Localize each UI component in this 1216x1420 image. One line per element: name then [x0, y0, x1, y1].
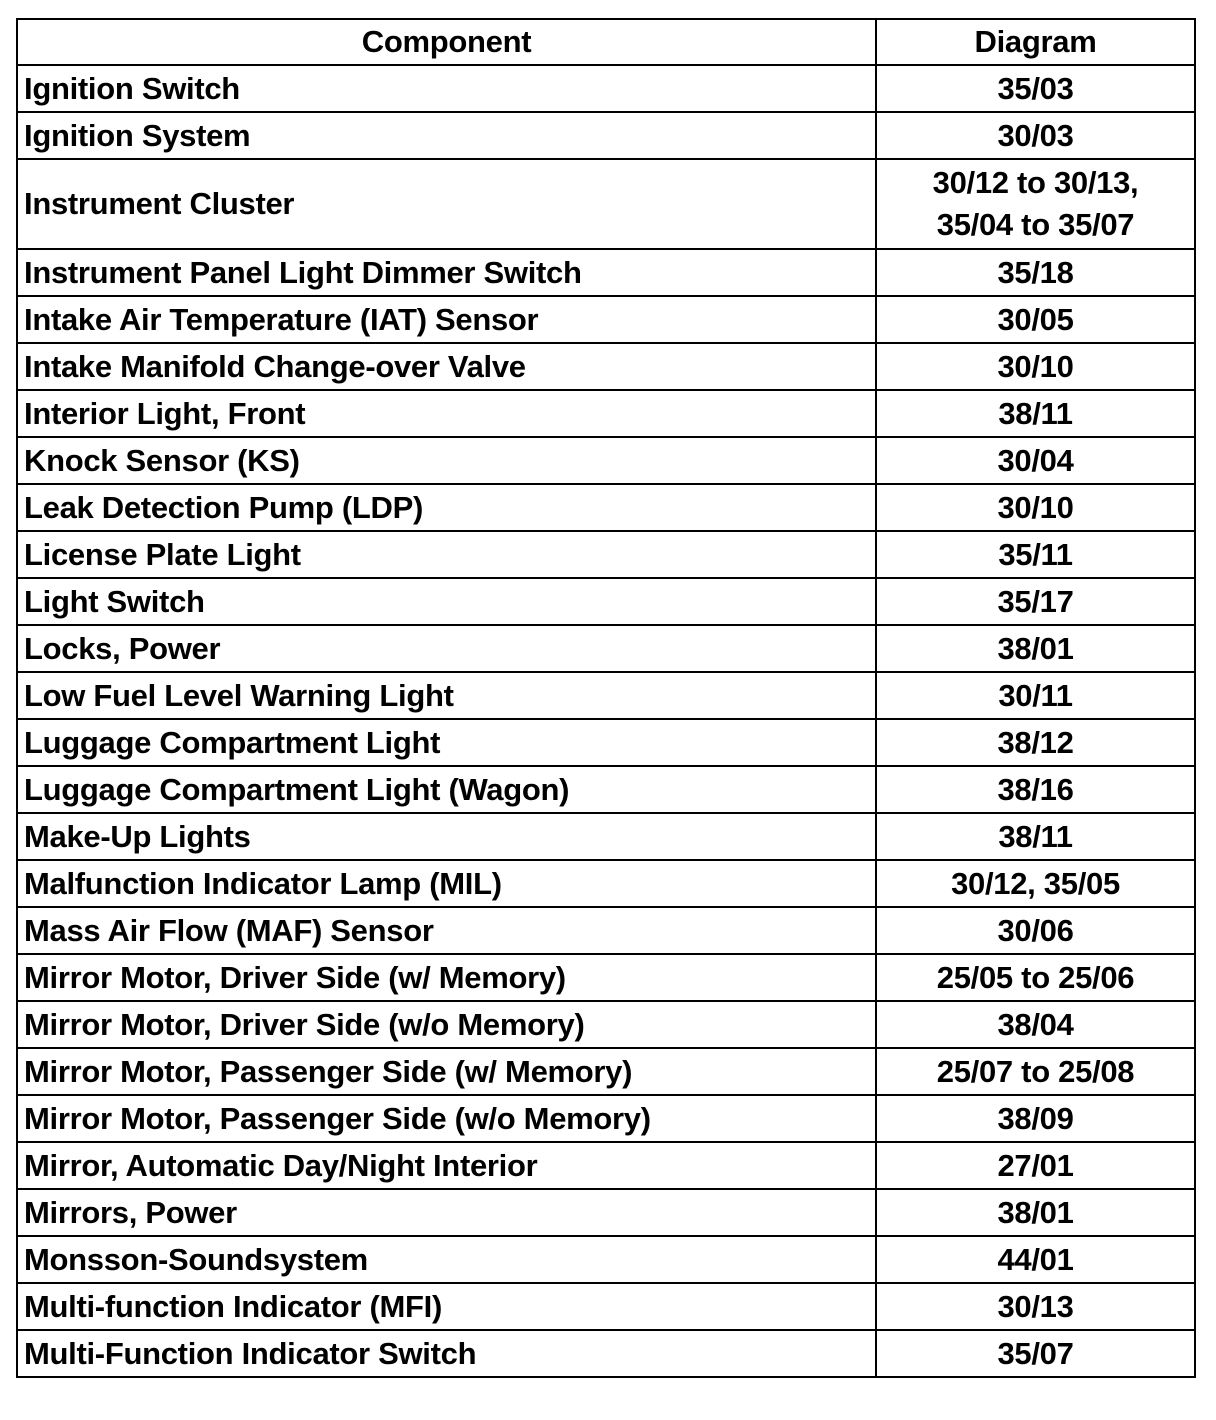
- diagram-reference: 30/13: [997, 1288, 1074, 1324]
- component-cell: Mass Air Flow (MAF) Sensor: [17, 907, 876, 954]
- diagram-reference: 27/01: [997, 1147, 1074, 1183]
- component-cell: License Plate Light: [17, 531, 876, 578]
- component-cell: Mirror Motor, Driver Side (w/o Memory): [17, 1001, 876, 1048]
- diagram-reference: 44/01: [997, 1241, 1074, 1277]
- table-row: [17, 719, 1195, 766]
- table-row: [17, 65, 1195, 112]
- table-row: [17, 625, 1195, 672]
- diagram-cell: [876, 1330, 1195, 1377]
- diagram-reference: 30/05: [997, 301, 1074, 337]
- component-cell: Knock Sensor (KS): [17, 437, 876, 484]
- table-row: [17, 766, 1195, 813]
- component-cell: Mirrors, Power: [17, 1189, 876, 1236]
- component-cell: Locks, Power: [17, 625, 876, 672]
- diagram-cell: [876, 1095, 1195, 1142]
- diagram-reference: 35/17: [997, 583, 1074, 619]
- diagram-cell: [876, 390, 1195, 437]
- component-cell: Ignition Switch: [17, 65, 876, 112]
- component-cell: Instrument Panel Light Dimmer Switch: [17, 249, 876, 296]
- diagram-cell: [876, 1048, 1195, 1095]
- diagram-reference: 25/07 to 25/08: [936, 1053, 1135, 1089]
- diagram-reference: 35/11: [998, 536, 1073, 572]
- diagram-reference: 38/09: [997, 1100, 1074, 1136]
- diagram-cell: [876, 249, 1195, 296]
- component-cell: Mirror Motor, Driver Side (w/ Memory): [17, 954, 876, 1001]
- component-cell: Leak Detection Pump (LDP): [17, 484, 876, 531]
- table-row: [17, 159, 1195, 249]
- component-cell: Light Switch: [17, 578, 876, 625]
- diagram-reference: 30/03: [997, 117, 1074, 153]
- diagram-cell: [876, 672, 1195, 719]
- table-row: [17, 1048, 1195, 1095]
- table-row: [17, 112, 1195, 159]
- diagram-reference: 38/11: [998, 818, 1073, 854]
- diagram-reference: 25/05 to 25/06: [936, 959, 1135, 995]
- diagram-reference: 30/11: [998, 677, 1073, 713]
- table-row: [17, 1236, 1195, 1283]
- diagram-cell: [876, 159, 1195, 249]
- diagram-reference: 35/03: [997, 70, 1074, 106]
- diagram-cell: [876, 907, 1195, 954]
- table-row: [17, 1283, 1195, 1330]
- table-body: [17, 65, 1195, 1377]
- diagram-cell: [876, 625, 1195, 672]
- diagram-reference: 30/12, 35/05: [951, 865, 1120, 901]
- component-cell: Mirror Motor, Passenger Side (w/ Memory): [17, 1048, 876, 1095]
- component-cell: Mirror, Automatic Day/Night Interior: [17, 1142, 876, 1189]
- diagram-cell: [876, 296, 1195, 343]
- component-cell: Malfunction Indicator Lamp (MIL): [17, 860, 876, 907]
- table-row: [17, 1095, 1195, 1142]
- table-row: [17, 1142, 1195, 1189]
- diagram-cell: [876, 1142, 1195, 1189]
- diagram-cell: [876, 437, 1195, 484]
- component-cell: Mirror Motor, Passenger Side (w/o Memory): [17, 1095, 876, 1142]
- diagram-reference: 38/12: [997, 724, 1074, 760]
- diagram-cell: [876, 531, 1195, 578]
- table-header-row: [17, 19, 1195, 65]
- table-row: [17, 484, 1195, 531]
- component-cell: Multi-function Indicator (MFI): [17, 1283, 876, 1330]
- diagram-cell: [876, 484, 1195, 531]
- table-row: [17, 578, 1195, 625]
- diagram-cell: [876, 860, 1195, 907]
- component-cell: Intake Air Temperature (IAT) Sensor: [17, 296, 876, 343]
- diagram-reference: 30/10: [997, 348, 1074, 384]
- table-row: [17, 249, 1195, 296]
- component-cell: Ignition System: [17, 112, 876, 159]
- component-cell: Luggage Compartment Light (Wagon): [17, 766, 876, 813]
- component-cell: Instrument Cluster: [17, 159, 876, 249]
- component-cell: Intake Manifold Change-over Valve: [17, 343, 876, 390]
- diagram-column-header: Diagram: [876, 19, 1195, 65]
- table-row: [17, 1330, 1195, 1377]
- diagram-cell: [876, 578, 1195, 625]
- diagram-reference: 30/12 to 30/13,: [932, 165, 1139, 200]
- diagram-cell: [876, 954, 1195, 1001]
- table-row: [17, 860, 1195, 907]
- diagram-reference: 35/18: [997, 254, 1074, 290]
- diagram-reference: 30/06: [997, 912, 1074, 948]
- table-row: [17, 1189, 1195, 1236]
- diagram-reference: 38/01: [997, 1194, 1074, 1230]
- table-row: [17, 907, 1195, 954]
- table-row: [17, 531, 1195, 578]
- table-row: [17, 296, 1195, 343]
- diagram-cell: [876, 65, 1195, 112]
- diagram-cell: [876, 1189, 1195, 1236]
- component-cell: Multi-Function Indicator Switch: [17, 1330, 876, 1377]
- table-row: [17, 390, 1195, 437]
- component-cell: Low Fuel Level Warning Light: [17, 672, 876, 719]
- table-row: [17, 672, 1195, 719]
- diagram-cell: [876, 1236, 1195, 1283]
- component-cell: Make-Up Lights: [17, 813, 876, 860]
- diagram-cell: [876, 813, 1195, 860]
- diagram-reference: 35/04 to 35/07: [936, 207, 1135, 242]
- component-cell: Interior Light, Front: [17, 390, 876, 437]
- component-diagram-table: [16, 18, 1196, 1378]
- diagram-reference: 30/04: [997, 442, 1074, 478]
- diagram-cell: [876, 1283, 1195, 1330]
- table-row: [17, 343, 1195, 390]
- diagram-reference: 38/16: [997, 771, 1074, 807]
- diagram-reference: 30/10: [997, 489, 1074, 525]
- component-cell: Monsson-Soundsystem: [17, 1236, 876, 1283]
- table-row: [17, 1001, 1195, 1048]
- diagram-reference: 38/04: [997, 1006, 1074, 1042]
- table-row: [17, 954, 1195, 1001]
- diagram-cell: [876, 112, 1195, 159]
- table-row: [17, 813, 1195, 860]
- table-row: [17, 437, 1195, 484]
- diagram-cell: [876, 719, 1195, 766]
- diagram-reference: 35/07: [997, 1335, 1074, 1371]
- diagram-reference: 38/11: [998, 395, 1073, 431]
- component-column-header: Component: [17, 19, 876, 65]
- diagram-cell: [876, 343, 1195, 390]
- diagram-reference: 38/01: [997, 630, 1074, 666]
- component-cell: Luggage Compartment Light: [17, 719, 876, 766]
- diagram-cell: [876, 766, 1195, 813]
- diagram-cell: [876, 1001, 1195, 1048]
